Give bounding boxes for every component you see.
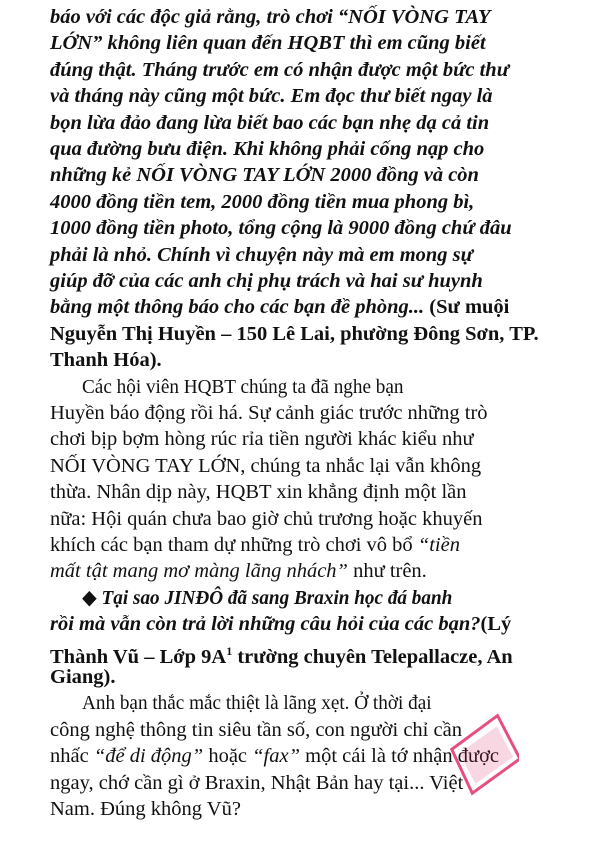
text-segment: Huyền báo động rồi há. Sự cảnh giác trước những trò [50, 402, 488, 424]
text-segment: ngay, chớ cần gì ở Braxin, Nhật Bản hay tại... Việt [50, 771, 464, 794]
text-segment: nữa: Hội quán chưa bao giờ chủ trương hoặc khuyến [50, 507, 483, 530]
text-segment: 1 [226, 643, 233, 658]
text-line [50, 534, 550, 557]
text-line [50, 59, 550, 82]
text-line [50, 323, 550, 346]
text-line [50, 112, 550, 135]
text-segment: ◆ Tại sao JINĐÔ đã sang Braxin học đá banh [82, 586, 453, 609]
text-segment: như trên. [347, 560, 427, 583]
text-line [50, 296, 550, 319]
text-line [50, 244, 550, 267]
text-line [50, 164, 550, 187]
watermark-stamp [447, 700, 519, 810]
text-segment: Nguyễn Thị Huyền – 150 Lê Lai, phường Đông Sơn, TP. [50, 322, 539, 345]
text-segment: công nghệ thông tin siêu tần số, con người chỉ cần [50, 718, 462, 741]
text-segment: trường chuyên Telepallacze, An [232, 645, 513, 668]
text-line [50, 428, 550, 451]
text-line [50, 560, 550, 583]
text-segment: (Lý [480, 613, 512, 636]
text-segment: thừa. Nhân dịp này, HQBT xin khẳng định một lần [50, 481, 467, 504]
text-segment: báo với các độc giả rằng, trò chơi “NỐI VÒNG TAY [50, 6, 491, 28]
text-segment: Thanh Hóa). [50, 349, 162, 372]
text-segment: qua đường bưu điện. Khi không phải cống nạp cho [50, 138, 485, 160]
text-line [82, 376, 550, 399]
text-line [50, 666, 550, 689]
text-segment: nhấc [50, 745, 94, 768]
text-segment: mất tật mang mơ màng lãng nhách” [50, 560, 348, 583]
text-line [50, 455, 550, 478]
text-segment: rồi mà vẫn còn trả lời những câu hỏi của các bạn? [50, 613, 481, 636]
text-segment: hoặc [203, 745, 253, 768]
text-line [50, 481, 550, 504]
text-segment: Các hội viên HQBT chúng ta đã nghe bạn [82, 375, 404, 398]
text-segment: bọn lừa đảo đang lừa biết bao các bạn nhẹ dạ cả tin [50, 111, 490, 134]
text-segment: một cái là tớ nhận được [300, 745, 500, 768]
text-line [50, 613, 550, 636]
text-segment: NỐI VÒNG TAY LỚN, chúng ta nhắc lại vẫn không [50, 454, 482, 477]
text-line [50, 270, 550, 293]
text-segment: chơi bịp bợm hòng rúc rỉa tiền người khác kiểu như [50, 428, 474, 451]
text-segment: “tiền [417, 534, 460, 556]
text-segment: 4000 đồng tiền tem, 2000 đồng tiền mua phong bì, [50, 190, 475, 213]
text-line [50, 32, 550, 55]
text-segment: Giang). [50, 666, 116, 688]
text-segment: phải là nhỏ. Chính vì chuyện này mà em mong sự [50, 243, 473, 266]
text-segment: khích các bạn tham dự những trò chơi vô bổ [50, 534, 418, 556]
text-line [82, 587, 550, 610]
text-segment: và tháng này cũng một bức. Em đọc thư biết ngay là [50, 85, 493, 108]
text-segment: đúng thật. Tháng trước em có nhận được một bức thư [50, 58, 509, 81]
text-line [50, 402, 550, 425]
text-segment: “để di động” [93, 745, 204, 768]
text-segment: giúp đỡ của các anh chị phụ trách và hai sư huynh [50, 270, 483, 292]
text-segment: (Sư muội [424, 296, 510, 319]
text-line [50, 6, 550, 29]
text-segment: 1000 đồng tiền photo, tổng cộng là 9000 đồng chứ đâu [50, 217, 512, 240]
text-line [50, 191, 550, 214]
text-line [50, 138, 550, 161]
text-segment: những kẻ NỐI VÒNG TAY LỚN 2000 đồng và còn [50, 164, 479, 187]
text-line [50, 349, 550, 372]
text-segment: “fax” [252, 745, 300, 768]
text-segment: Thành Vũ – Lớp 9A [50, 645, 227, 668]
text-line [50, 217, 550, 240]
text-line [50, 640, 550, 668]
text-line [50, 85, 550, 108]
text-segment: Anh bạn thắc mắc thiệt là lãng xẹt. Ở thời đại [82, 692, 432, 715]
text-line [50, 508, 550, 531]
text-segment: bằng một thông báo cho các bạn đề phòng... [50, 296, 425, 319]
text-segment: LỚN” không liên quan đến HQBT thì em cũng biết [50, 32, 486, 55]
text-segment: Nam. Đúng không Vũ? [50, 798, 241, 820]
